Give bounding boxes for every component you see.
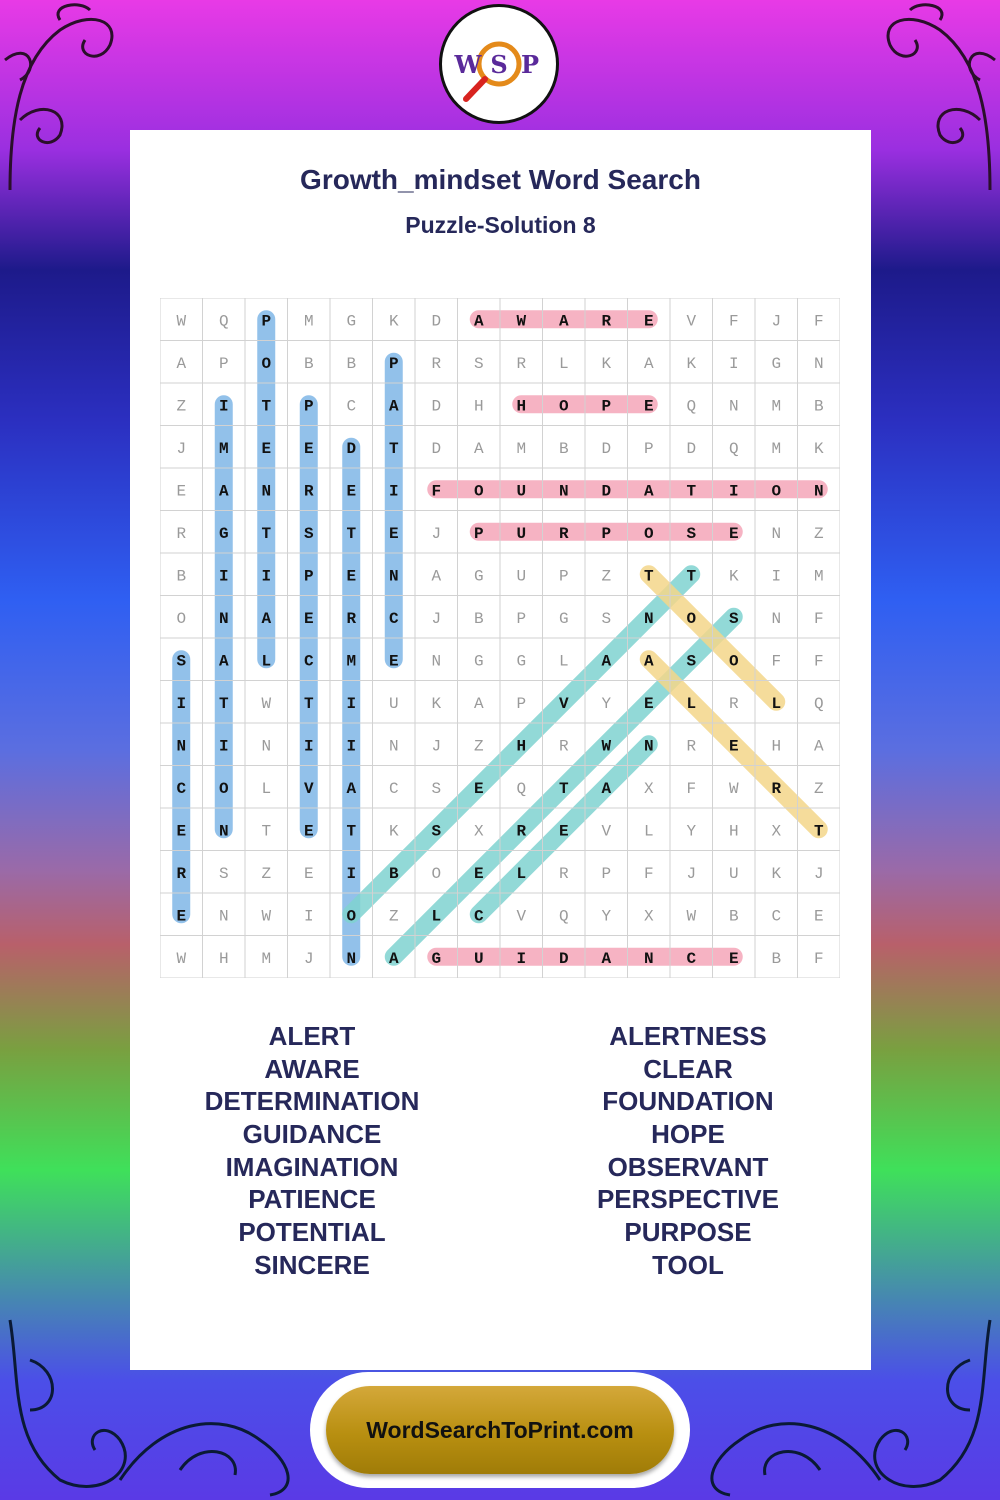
- grid-cell: L: [261, 652, 272, 671]
- grid-cell: G: [346, 312, 357, 331]
- grid-cell: Q: [728, 439, 739, 458]
- grid-cell: R: [516, 354, 527, 373]
- grid-cell: O: [473, 482, 484, 501]
- word-list-item: TOOL: [652, 1249, 724, 1280]
- grid-cell: L: [558, 354, 569, 373]
- grid-cell: K: [728, 567, 739, 586]
- grid-cell: O: [218, 779, 229, 798]
- grid-cell: A: [388, 397, 399, 416]
- grid-cell: E: [346, 567, 357, 586]
- grid-cell: K: [601, 354, 612, 373]
- grid-cell: T: [686, 482, 697, 501]
- grid-cell: G: [558, 609, 569, 628]
- grid-cell: Q: [218, 312, 229, 331]
- grid-cell: M: [771, 397, 782, 416]
- grid-cell: Z: [176, 397, 187, 416]
- grid-cell: N: [218, 822, 229, 841]
- grid-cell: T: [261, 397, 272, 416]
- word-list-item: ALERT: [268, 1021, 356, 1051]
- grid-cell: H: [771, 737, 782, 756]
- grid-cell: I: [303, 737, 314, 756]
- grid-cell: G: [431, 949, 442, 968]
- grid-cell: D: [431, 439, 442, 458]
- grid-cell: P: [218, 354, 229, 373]
- grid-cell: I: [388, 482, 399, 501]
- grid-cell: B: [558, 439, 569, 458]
- grid-cell: E: [728, 949, 739, 968]
- grid-cell: H: [218, 949, 229, 968]
- grid-cell: T: [346, 822, 357, 841]
- grid-cell: T: [643, 567, 654, 586]
- corner-ornament-top-right: [870, 0, 1000, 200]
- word-list-item: CLEAR: [643, 1053, 733, 1084]
- grid-cell: Q: [516, 779, 527, 798]
- grid-cell: T: [388, 439, 399, 458]
- grid-cell: W: [176, 949, 187, 968]
- grid-cell: I: [176, 694, 187, 713]
- grid-cell: O: [771, 482, 782, 501]
- grid-cell: U: [388, 694, 399, 713]
- grid-cell: Q: [558, 907, 569, 926]
- grid-cell: A: [431, 567, 442, 586]
- grid-cell: F: [813, 949, 824, 968]
- grid-cell: M: [346, 652, 357, 671]
- grid-cell: E: [261, 439, 272, 458]
- grid-cell: S: [728, 609, 739, 628]
- grid-cell: D: [431, 397, 442, 416]
- logo-letter-w: W: [454, 50, 482, 79]
- grid-cell: E: [728, 737, 739, 756]
- grid-cell: I: [346, 694, 357, 713]
- grid-cell: L: [261, 779, 272, 798]
- grid-cell: P: [516, 609, 527, 628]
- grid-cell: P: [601, 524, 612, 543]
- grid-cell: V: [686, 312, 697, 331]
- grid-cell: A: [601, 652, 612, 671]
- grid-cell: M: [813, 567, 824, 586]
- grid-cell: P: [261, 312, 272, 331]
- grid-cell: X: [643, 779, 654, 798]
- grid-cell: U: [516, 567, 527, 586]
- grid-cell: A: [176, 354, 187, 373]
- grid-cell: A: [388, 949, 399, 968]
- grid-cell: M: [261, 949, 272, 968]
- grid-cell: T: [303, 694, 314, 713]
- grid-cell: E: [176, 482, 187, 501]
- grid-cell: S: [303, 524, 314, 543]
- footer-banner[interactable]: [326, 1386, 674, 1474]
- grid-cell: T: [686, 567, 697, 586]
- grid-cell: X: [643, 907, 654, 926]
- grid-cell: N: [643, 949, 654, 968]
- logo-letter-p: P: [520, 50, 540, 79]
- grid-cell: J: [176, 439, 187, 458]
- grid-cell: M: [771, 439, 782, 458]
- grid-cell: N: [431, 652, 442, 671]
- grid-cell: J: [431, 609, 442, 628]
- grid-cell: F: [431, 482, 442, 501]
- grid-cell: K: [771, 864, 782, 883]
- grid-cell: F: [813, 652, 824, 671]
- grid-cell: V: [558, 694, 569, 713]
- grid-cell: E: [643, 397, 654, 416]
- grid-cell: Z: [261, 864, 272, 883]
- grid-cell: J: [303, 949, 314, 968]
- grid-cell: E: [558, 822, 569, 841]
- grid-cell: P: [303, 397, 314, 416]
- grid-cell: A: [218, 652, 229, 671]
- grid-cell: N: [388, 737, 399, 756]
- grid-cell: N: [771, 609, 782, 628]
- grid-cell: K: [813, 439, 824, 458]
- grid-cell: I: [218, 397, 229, 416]
- grid-cell: R: [601, 312, 612, 331]
- grid-cell: H: [728, 822, 739, 841]
- grid-cell: N: [771, 524, 782, 543]
- grid-cell: J: [813, 864, 824, 883]
- grid-cell: G: [473, 652, 484, 671]
- grid-cell: D: [601, 482, 612, 501]
- grid-cell: C: [388, 779, 399, 798]
- grid-cell: V: [601, 822, 612, 841]
- grid-cell: T: [813, 822, 824, 841]
- grid-cell: G: [473, 567, 484, 586]
- grid-cell: P: [558, 567, 569, 586]
- grid-cell: H: [516, 737, 527, 756]
- logo-letter-s: S: [490, 50, 508, 79]
- grid-cell: B: [303, 354, 314, 373]
- grid-cell: M: [516, 439, 527, 458]
- grid-cell: E: [473, 779, 484, 798]
- grid-cell: P: [601, 864, 612, 883]
- word-list-item: HOPE: [651, 1119, 725, 1150]
- grid-cell: E: [388, 652, 399, 671]
- grid-cell: V: [303, 779, 314, 798]
- grid-cell: L: [643, 822, 654, 841]
- grid-cell: N: [388, 567, 399, 586]
- grid-cell: O: [431, 864, 442, 883]
- grid-cell: B: [388, 864, 399, 883]
- grid-cell: B: [473, 609, 484, 628]
- grid-cell: C: [303, 652, 314, 671]
- grid-cell: I: [261, 567, 272, 586]
- word-search-grid: [160, 298, 840, 978]
- grid-cell: S: [218, 864, 229, 883]
- grid-cell: P: [643, 439, 654, 458]
- grid-cell: O: [346, 907, 357, 926]
- grid-cell: E: [346, 482, 357, 501]
- grid-cell: S: [601, 609, 612, 628]
- grid-cell: O: [728, 652, 739, 671]
- grid-cell: F: [643, 864, 654, 883]
- grid-cell: W: [601, 737, 612, 756]
- grid-cell: F: [771, 652, 782, 671]
- grid-cell: K: [388, 312, 399, 331]
- grid-cell: B: [813, 397, 824, 416]
- grid-cell: D: [601, 439, 612, 458]
- word-list-item: AWARE: [264, 1053, 360, 1084]
- grid-cell: G: [771, 354, 782, 373]
- grid-cell: M: [218, 439, 229, 458]
- grid-cell: A: [643, 482, 654, 501]
- grid-cell: E: [303, 822, 314, 841]
- wsp-logo: [439, 4, 559, 124]
- grid-cell: H: [473, 397, 484, 416]
- grid-cell: T: [261, 822, 272, 841]
- grid-cell: K: [388, 822, 399, 841]
- word-list-item: IMAGINATION: [225, 1151, 399, 1182]
- word-list-item: OBSERVANT: [607, 1151, 769, 1182]
- grid-cell: E: [176, 822, 187, 841]
- grid-cell: F: [813, 312, 824, 331]
- grid-cell: F: [686, 779, 697, 798]
- grid-cell: I: [346, 864, 357, 883]
- grid-cell: D: [558, 949, 569, 968]
- grid-cell: E: [303, 864, 314, 883]
- grid-cell: N: [261, 737, 272, 756]
- grid-cell: N: [643, 737, 654, 756]
- grid-cell: L: [516, 864, 527, 883]
- grid-cell: Z: [473, 737, 484, 756]
- grid-cell: A: [346, 779, 357, 798]
- grid-cell: U: [516, 524, 527, 543]
- grid-cell: E: [176, 907, 187, 926]
- grid-cell: R: [431, 354, 442, 373]
- grid-cell: N: [176, 737, 187, 756]
- grid-cell: K: [431, 694, 442, 713]
- grid-cell: O: [686, 609, 697, 628]
- grid-cell: N: [728, 397, 739, 416]
- grid-cell: W: [176, 312, 187, 331]
- grid-cell: E: [303, 439, 314, 458]
- grid-cell: R: [346, 609, 357, 628]
- grid-cell: R: [771, 779, 782, 798]
- grid-cell: Z: [813, 779, 824, 798]
- grid-canvas: [160, 298, 840, 978]
- grid-cell: F: [728, 312, 739, 331]
- grid-cell: A: [473, 694, 484, 713]
- grid-cell: A: [643, 652, 654, 671]
- grid-cell: R: [558, 737, 569, 756]
- grid-cell: L: [431, 907, 442, 926]
- grid-cell: Z: [813, 524, 824, 543]
- grid-cell: C: [176, 779, 187, 798]
- grid-cell: P: [473, 524, 484, 543]
- grid-cell: G: [218, 524, 229, 543]
- grid-cell: N: [346, 949, 357, 968]
- word-list-item: FOUNDATION: [602, 1086, 774, 1117]
- grid-cell: E: [813, 907, 824, 926]
- grid-cell: N: [813, 354, 824, 373]
- grid-cell: D: [431, 312, 442, 331]
- grid-cell: I: [303, 907, 314, 926]
- page-subtitle: Puzzle-Solution 8: [405, 212, 596, 238]
- grid-cell: E: [643, 694, 654, 713]
- grid-cell: A: [473, 439, 484, 458]
- grid-cell: O: [261, 354, 272, 373]
- grid-cell: O: [558, 397, 569, 416]
- grid-cell: Y: [686, 822, 697, 841]
- word-list-right: [518, 1020, 858, 1282]
- grid-cell: Q: [686, 397, 697, 416]
- grid-cell: S: [686, 652, 697, 671]
- puzzle-sheet: [130, 130, 871, 1370]
- grid-cell: R: [176, 864, 187, 883]
- grid-cell: Z: [601, 567, 612, 586]
- grid-cell: J: [686, 864, 697, 883]
- grid-cell: W: [261, 694, 272, 713]
- grid-cell: I: [346, 737, 357, 756]
- grid-cell: S: [431, 779, 442, 798]
- grid-cell: J: [431, 737, 442, 756]
- grid-cell: B: [346, 354, 357, 373]
- grid-cell: N: [643, 609, 654, 628]
- word-list-item: SINCERE: [254, 1249, 370, 1280]
- grid-cell: C: [473, 907, 484, 926]
- grid-cell: R: [558, 524, 569, 543]
- grid-cell: R: [176, 524, 187, 543]
- grid-cell: G: [516, 652, 527, 671]
- corner-ornament-top-left: [0, 0, 130, 200]
- grid-cell: I: [218, 737, 229, 756]
- word-list-item: PATIENCE: [248, 1184, 376, 1215]
- grid-cell: D: [346, 439, 357, 458]
- word-list-item: DETERMINATION: [204, 1086, 420, 1117]
- grid-cell: E: [728, 524, 739, 543]
- grid-cell: R: [303, 482, 314, 501]
- grid-cell: T: [558, 779, 569, 798]
- grid-cell: B: [176, 567, 187, 586]
- grid-cell: U: [728, 864, 739, 883]
- grid-cell: R: [558, 864, 569, 883]
- grid-cell: R: [728, 694, 739, 713]
- grid-cell: A: [473, 312, 484, 331]
- word-list-item: GUIDANCE: [242, 1119, 382, 1150]
- grid-cell: D: [686, 439, 697, 458]
- grid-cell: A: [261, 609, 272, 628]
- grid-cell: Q: [813, 694, 824, 713]
- word-list-left: [142, 1020, 482, 1282]
- grid-cell: N: [218, 907, 229, 926]
- grid-cell: A: [601, 949, 612, 968]
- grid-cell: I: [218, 567, 229, 586]
- grid-cell: F: [813, 609, 824, 628]
- grid-cell: E: [388, 524, 399, 543]
- grid-cell: W: [261, 907, 272, 926]
- grid-cell: O: [643, 524, 654, 543]
- grid-cell: U: [516, 482, 527, 501]
- grid-cell: P: [388, 354, 399, 373]
- grid-cell: M: [303, 312, 314, 331]
- grid-cell: I: [728, 354, 739, 373]
- grid-cell: N: [813, 482, 824, 501]
- grid-cell: E: [643, 312, 654, 331]
- grid-cell: I: [728, 482, 739, 501]
- grid-cell: W: [516, 312, 527, 331]
- grid-cell: C: [771, 907, 782, 926]
- grid-cell: S: [473, 354, 484, 373]
- grid-cell: S: [686, 524, 697, 543]
- grid-cell: C: [388, 609, 399, 628]
- word-list-item: ALERTNESS: [609, 1021, 767, 1051]
- grid-cell: S: [176, 652, 187, 671]
- grid-cell: N: [558, 482, 569, 501]
- grid-cell: T: [218, 694, 229, 713]
- grid-cell: A: [558, 312, 569, 331]
- grid-cell: P: [303, 567, 314, 586]
- grid-cell: J: [431, 524, 442, 543]
- grid-cell: L: [686, 694, 697, 713]
- grid-cell: B: [728, 907, 739, 926]
- grid-cell: A: [643, 354, 654, 373]
- grid-cell: J: [771, 312, 782, 331]
- grid-cell: C: [346, 397, 357, 416]
- word-list-item: PURPOSE: [624, 1217, 752, 1248]
- grid-cell: A: [218, 482, 229, 501]
- grid-cell: C: [686, 949, 697, 968]
- grid-cell: N: [218, 609, 229, 628]
- grid-cell: W: [728, 779, 739, 798]
- word-list-item: POTENTIAL: [238, 1217, 386, 1248]
- grid-cell: E: [303, 609, 314, 628]
- grid-cell: V: [516, 907, 527, 926]
- grid-cell: A: [601, 779, 612, 798]
- grid-cell: S: [431, 822, 442, 841]
- grid-cell: L: [771, 694, 782, 713]
- page-title: Growth_mindset Word Search: [300, 164, 701, 195]
- grid-cell: E: [473, 864, 484, 883]
- grid-cell: W: [686, 907, 697, 926]
- grid-cell: Y: [601, 907, 612, 926]
- grid-cell: Z: [388, 907, 399, 926]
- grid-cell: T: [346, 524, 357, 543]
- grid-cell: X: [771, 822, 782, 841]
- grid-cell: R: [686, 737, 697, 756]
- footer-site-link[interactable]: WordSearchToPrint.com: [366, 1416, 634, 1443]
- grid-cell: P: [516, 694, 527, 713]
- word-list-item: PERSPECTIVE: [596, 1184, 780, 1215]
- grid-cell: H: [516, 397, 527, 416]
- grid-cell: R: [516, 822, 527, 841]
- grid-cell: O: [176, 609, 187, 628]
- grid-cell: U: [473, 949, 484, 968]
- grid-cell: A: [813, 737, 824, 756]
- grid-cell: I: [771, 567, 782, 586]
- grid-cell: X: [473, 822, 484, 841]
- grid-cell: K: [686, 354, 697, 373]
- grid-cell: N: [261, 482, 272, 501]
- grid-cell: L: [558, 652, 569, 671]
- grid-cell: Y: [601, 694, 612, 713]
- grid-cell: T: [261, 524, 272, 543]
- grid-cell: B: [771, 949, 782, 968]
- grid-cell: P: [601, 397, 612, 416]
- grid-cell: I: [516, 949, 527, 968]
